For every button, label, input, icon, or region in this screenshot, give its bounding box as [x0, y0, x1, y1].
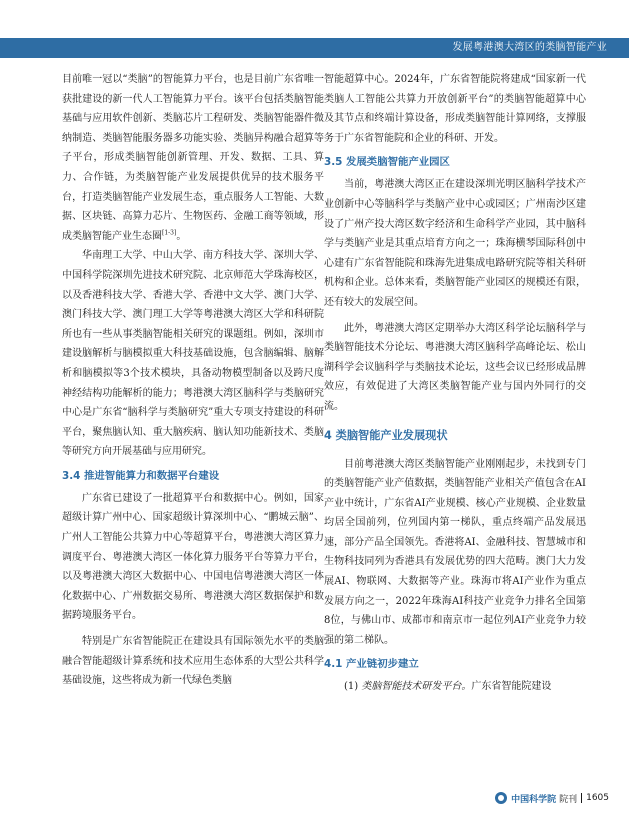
paragraph: 华南理工大学、中山大学、南方科技大学、深圳大学、中国科学院深圳先进技术研究院、北京师范大学珠海校区，以及香港科技大学、香港大学、香港中文大学、澳门大学、澳门科技大学、澳门理工大学等粤港澳大湾区大学和科研院所也有一些从事类脑智能相关研究的课题组。例如，深圳市建设脑解析与脑模拟重大科技基础设施，包含脑编辑、脑解析和脑模拟等3个技术模块，具备动物模型制备以及跨尺度神经结构功能解析的能力；粤港澳大湾区脑科学与类脑研究中心是广东省“脑科学与类脑研究”重大专项支持建设的科研平台，聚焦脑认知、重大脑疾病、脑认知功能新技术、类脑等研究方向开展基础与应用研究。 — [62, 250, 324, 458]
item-lead: 类脑智能技术研发平台。 — [361, 681, 472, 693]
paragraph: (1) 类脑智能技术研发平台。广东省智能院建设 — [344, 681, 552, 693]
right-column — [324, 70, 586, 697]
paragraph: 此外，粤港澳大湾区定期举办大湾区科学论坛脑科学与类脑智能技术分论坛、粤港澳大湾区脑科学高峰论坛、松山湖科学会议脑科学与类脑技术论坛，这些会议已经形成品牌效应，有效促进了大湾区类脑智能产业与国内外同行的交流。 — [324, 322, 586, 412]
paragraph: 广东省已建设了一批超算平台和数据中心。例如，国家超级计算广州中心、国家超级计算深圳中心、“鹏城云脑”、广州人工智能公共算力中心等超算平台，粤港澳大湾区算力调度平台、粤港澳大湾区一体化算力服务平台等算力平台，以及粤港澳大湾区大数据中心、中国电信粤港澳大湾区一体化数据中心、广州数据交易所、粤港澳大湾区数据保护和数据跨境服务平台。 — [62, 492, 324, 622]
section-heading-3-4: 3.4 推进智能算力和数据平台建设 — [62, 469, 220, 482]
paragraph: 目前唯一冠以“类脑”的智能算力平台，也是目前广东省唯一获批建设的新一代人工智能算力平台。该平台包括类脑智能基础与应用软件创新、类脑芯片工程研发、类脑智能器件微纳制造、类脑智能服务器多功能实验、类脑异构融合超算等子平台，形成类脑智能创新管理、开发、数据、工具、算力、合作链，为类脑智能产业发展提供优异的技术服务平台，打造类脑智能产业发展生态，重点服务人工智能、大数据、区块链、高算力芯片、生物医药、金融工商等领域，形成类脑智能产业生态圈[1-3]。 — [62, 74, 324, 242]
journal-logo-icon — [495, 792, 507, 804]
footer-divider — [581, 793, 582, 803]
section-heading-4-1: 4.1 产业链初步建立 — [324, 658, 419, 671]
citation-ref[interactable]: [1-3] — [162, 229, 177, 237]
paragraph: 当前，粤港澳大湾区正在建设深圳光明区脑科学技术产业创新中心等脑科学与类脑产业中心或园区；广州南沙区建设了广州产投大湾区数字经济和生命科学产业园，其中脑科学与类脑产业是其重点培育方向之一；珠海横琴国际科创中心建有广东省智能院和珠海先进集成电路研究院等相关科研机构和企业。总体来看，类脑智能产业园区的规模还有限，还有较大的发展空间。 — [324, 179, 586, 308]
paragraph: 智能超算中心。2024年，广东省智能院将建成“国家新一代类脑人工智能公共算力开放创新平台”的类脑智能超算中心及其节点和终端计算设备，形成类脑智能计算网络，支撑服务于广东省智能院和企业的科研、开发。 — [324, 74, 586, 144]
section-heading-4: 4 类脑智能产业发展现状 — [324, 428, 448, 442]
paragraph: 目前粤港澳大湾区类脑智能产业刚刚起步，未找到专门的类脑智能产业产值数据，类脑智能产业相关产值包含在AI产业中统计，广东省AI产业规模、核心产业规模、企业数量均居全国前列，位列国内第一梯队，重点终端产品发展迅速，部分产品全国领先。香港将AI、金融科技、智慧城市和生物科技同列为香港具有发展优势的四大范畴。澳门大力发展AI、物联网、大数据等产业。珠海市将AI产业作为重点发展方向之一，2022年珠海AI科技产业竞争力排名全国第8位，与佛山市、成都市和南京市一起位列AI产业竞争力较强的第二梯队。 — [324, 458, 586, 646]
page-number: 1605 — [586, 793, 609, 803]
journal-name: 中国科学院 — [511, 794, 557, 805]
page-footer — [495, 789, 609, 807]
left-column — [62, 70, 324, 691]
paragraph: 特别是广东省智能院正在建设具有国际领先水平的类脑融合智能超级计算系统和技术应用生态体系的大型公共科学基础设施，这些将成为新一代绿色类脑 — [62, 636, 324, 687]
running-header-title: 发展粤港澳大湾区的类脑智能产业 — [452, 42, 607, 53]
journal-suffix: 院刊 — [559, 794, 578, 805]
section-heading-3-5: 3.5 发展类脑智能产业园区 — [324, 156, 450, 169]
